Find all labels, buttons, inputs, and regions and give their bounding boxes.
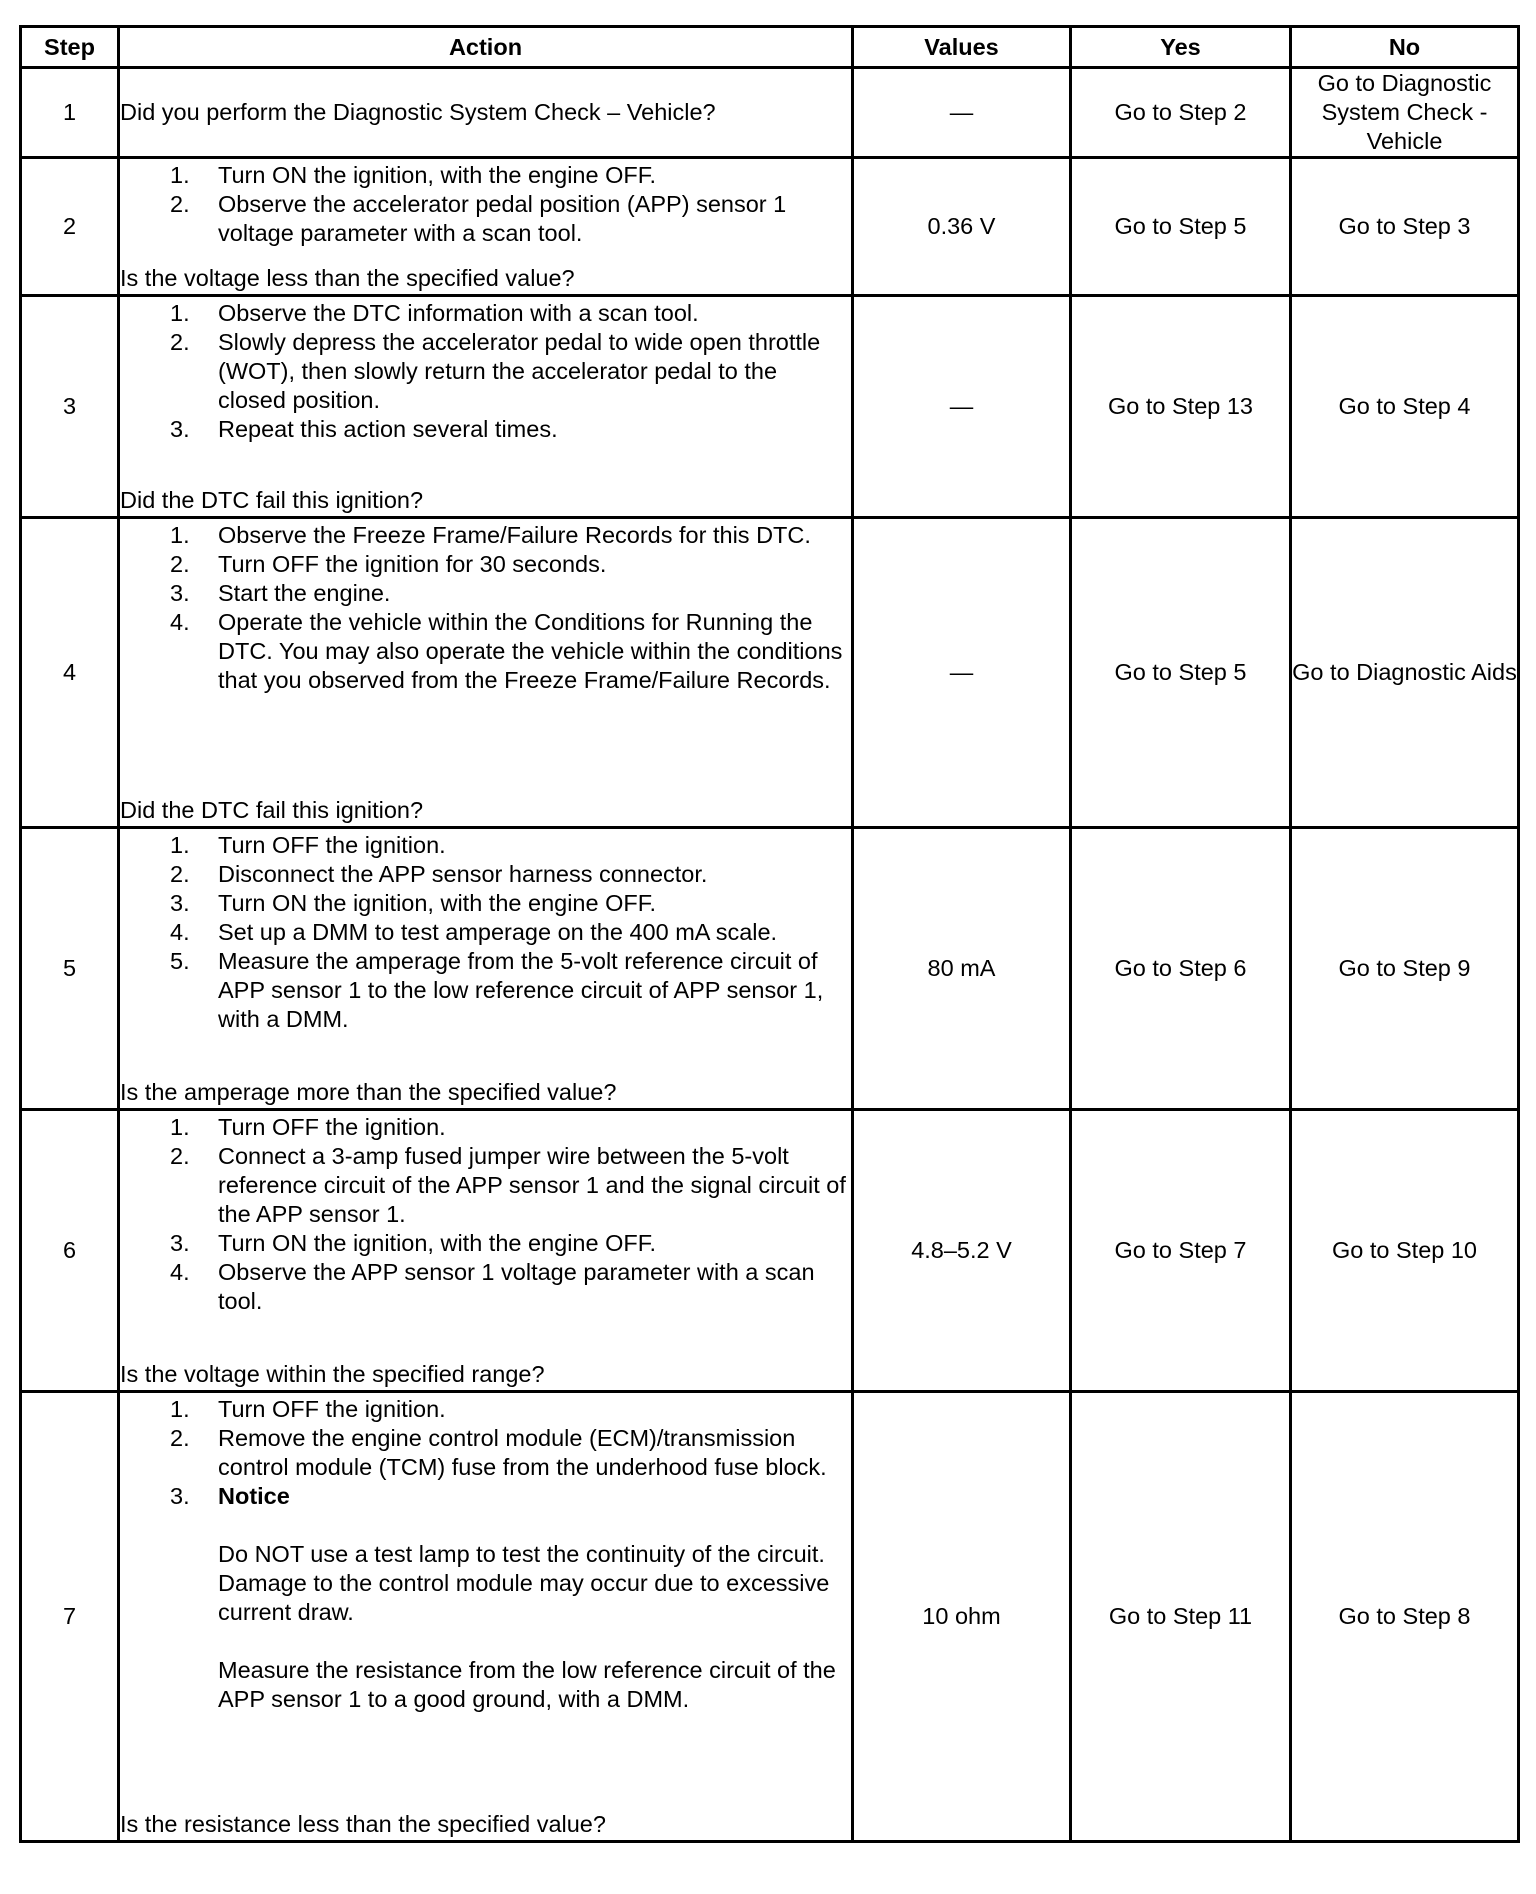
action-step: 1. Turn OFF the ignition.: [170, 1395, 446, 1422]
value-cell: —: [853, 68, 1071, 158]
action-question: Is the amperage more than the specified value?: [120, 1078, 617, 1105]
action-cell: [119, 158, 853, 296]
notice-warning: Do NOT use a test lamp to test the continuity of the circuit. Damage to the control module may occur due to excessive current draw.: [218, 1540, 830, 1625]
yes-link[interactable]: Go to Step 5: [1071, 518, 1291, 828]
action-steps: [120, 161, 851, 248]
yes-link[interactable]: Go to Step 11: [1071, 1392, 1291, 1842]
action-question: Is the voltage less than the specified value?: [120, 264, 575, 291]
action-step: 1. Turn OFF the ignition.: [170, 831, 446, 858]
action-step: 4. Observe the APP sensor 1 voltage parameter with a scan tool.: [170, 1258, 815, 1314]
action-step: 1. Observe the DTC information with a scan tool.: [170, 299, 699, 326]
notice-block: [218, 1482, 851, 1714]
action-cell: [119, 828, 853, 1110]
header-step: Step: [21, 27, 119, 68]
action-question: Did the DTC fail this ignition?: [120, 796, 424, 823]
table-row: [21, 828, 1519, 1110]
action-steps: [120, 831, 851, 1034]
action-step: 4. Set up a DMM to test amperage on the 400 mA scale.: [170, 918, 778, 945]
step-number: 1: [21, 68, 119, 158]
value-cell: 10 ohm: [853, 1392, 1071, 1842]
yes-link[interactable]: Go to Step 5: [1071, 158, 1291, 296]
step-number: 5: [21, 828, 119, 1110]
action-steps: [120, 1395, 851, 1714]
diagnostic-table: [19, 25, 1520, 1843]
no-link[interactable]: Go to Step 9: [1291, 828, 1519, 1110]
header-yes: Yes: [1071, 27, 1291, 68]
value-cell: 80 mA: [853, 828, 1071, 1110]
table-row: [21, 68, 1519, 158]
no-link[interactable]: Go to Diagnostic System Check - Vehicle: [1291, 68, 1519, 158]
action-steps: [120, 521, 851, 695]
yes-link[interactable]: Go to Step 2: [1071, 68, 1291, 158]
action-step: 3. Start the engine.: [170, 579, 391, 606]
action-step: 2. Slowly depress the accelerator pedal to wide open throttle (WOT), then slowly return the accelerator pedal to the closed position.: [170, 328, 821, 413]
yes-link[interactable]: Go to Step 13: [1071, 296, 1291, 518]
value-cell: —: [853, 518, 1071, 828]
action-step: 2. Turn OFF the ignition for 30 seconds.: [170, 550, 607, 577]
action-cell: [119, 1392, 853, 1842]
step-number: 4: [21, 518, 119, 828]
table-row: [21, 1110, 1519, 1392]
step-number: 3: [21, 296, 119, 518]
no-link[interactable]: Go to Diagnostic Aids: [1291, 518, 1519, 828]
table-row: [21, 296, 1519, 518]
action-cell: [119, 518, 853, 828]
no-link[interactable]: Go to Step 4: [1291, 296, 1519, 518]
action-question: Is the resistance less than the specified value?: [120, 1810, 606, 1837]
action-step: 3. Notice Do NOT use a test lamp to test the continuity of the circuit. Damage to the control module may occur due to excessive current draw. Measure the resistance from the low reference circuit of the APP sensor 1 to a good ground, with a DMM.: [170, 1482, 851, 1714]
action-step: 4. Operate the vehicle within the Conditions for Running the DTC. You may also operate the vehicle within the conditions that you observed from the Freeze Frame/Failure Records.: [170, 608, 843, 693]
notice-title: Notice: [218, 1482, 290, 1509]
action-step: 1. Turn ON the ignition, with the engine OFF.: [170, 161, 657, 188]
header-values: Values: [853, 27, 1071, 68]
no-link[interactable]: Go to Step 3: [1291, 158, 1519, 296]
action-step: 3. Turn ON the ignition, with the engine OFF.: [170, 1229, 657, 1256]
action-step: 1. Turn OFF the ignition.: [170, 1113, 446, 1140]
action-cell: [119, 68, 853, 158]
notice-instruction: Measure the resistance from the low reference circuit of the APP sensor 1 to a good ground, with a DMM.: [218, 1656, 836, 1712]
action-cell: [119, 296, 853, 518]
action-step: 2. Connect a 3-amp fused jumper wire between the 5-volt reference circuit of the APP sensor 1 and the signal circuit of the APP sensor 1.: [170, 1142, 846, 1227]
action-step: 3. Turn ON the ignition, with the engine OFF.: [170, 889, 657, 916]
action-steps: [120, 299, 851, 444]
step-number: 2: [21, 158, 119, 296]
table-row: [21, 158, 1519, 296]
no-link[interactable]: Go to Step 8: [1291, 1392, 1519, 1842]
yes-link[interactable]: Go to Step 7: [1071, 1110, 1291, 1392]
action-step: 2. Remove the engine control module (ECM)/transmission control module (TCM) fuse from the underhood fuse block.: [170, 1424, 827, 1480]
yes-link[interactable]: Go to Step 6: [1071, 828, 1291, 1110]
action-steps: [120, 1113, 851, 1316]
value-cell: 4.8–5.2 V: [853, 1110, 1071, 1392]
action-question: Did you perform the Diagnostic System Check – Vehicle?: [120, 99, 716, 125]
action-cell: [119, 1110, 853, 1392]
no-link[interactable]: Go to Step 10: [1291, 1110, 1519, 1392]
action-question: Did the DTC fail this ignition?: [120, 486, 424, 513]
table-row: [21, 518, 1519, 828]
action-step: 3. Repeat this action several times.: [170, 415, 558, 442]
value-cell: —: [853, 296, 1071, 518]
step-number: 7: [21, 1392, 119, 1842]
header-row: [21, 27, 1519, 68]
action-step: 2. Observe the accelerator pedal position (APP) sensor 1 voltage parameter with a scan tool.: [170, 190, 787, 246]
header-action: Action: [119, 27, 853, 68]
value-cell: 0.36 V: [853, 158, 1071, 296]
table-row: [21, 1392, 1519, 1842]
action-step: 2. Disconnect the APP sensor harness connector.: [170, 860, 708, 887]
step-number: 6: [21, 1110, 119, 1392]
action-question: Is the voltage within the specified range?: [120, 1360, 545, 1387]
action-step: 1. Observe the Freeze Frame/Failure Records for this DTC.: [170, 521, 811, 548]
header-no: No: [1291, 27, 1519, 68]
action-step: 5. Measure the amperage from the 5-volt reference circuit of APP sensor 1 to the low reference circuit of APP sensor 1, with a DMM.: [170, 947, 824, 1032]
